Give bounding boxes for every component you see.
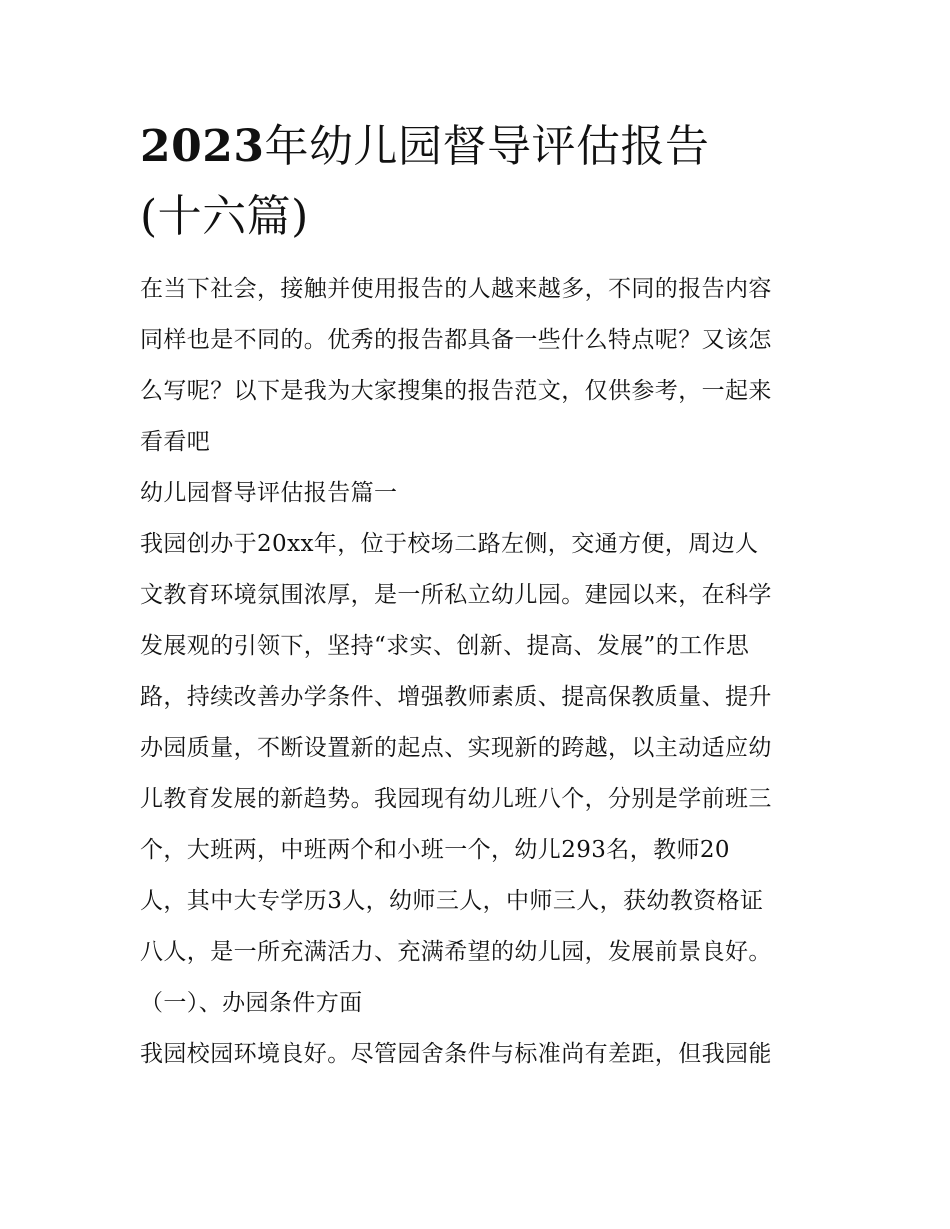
body-line: 人，其中大专学历3人，幼师三人，中师三人，获幼教资格证 <box>140 888 764 914</box>
body-line: 办园质量，不断设置新的起点、实现新的跨越，以主动适应幼 <box>140 735 772 761</box>
body-line: 儿教育发展的新趋势。我园现有幼儿班八个，分别是学前班三 <box>140 786 772 812</box>
body-line: 我园校园环境良好。尽管园舍条件与标准尚有差距，但我园能 <box>140 1041 772 1067</box>
body-line: 路，持续改善办学条件、增强教师素质、提高保教质量、提升 <box>140 684 772 710</box>
title-year: 2023 <box>140 121 265 172</box>
body-line: 么写呢？以下是我为大家搜集的报告范文，仅供参考，一起来 <box>140 378 772 404</box>
document-title <box>140 112 820 252</box>
body-line: 在当下社会，接触并使用报告的人越来越多，不同的报告内容 <box>140 276 772 302</box>
body-line: 我园创办于20xx年，位于校场二路左侧，交通方便，周边人 <box>140 531 759 557</box>
body-line: 个，大班两，中班两个和小班一个，幼儿293名，教师20 <box>140 837 730 863</box>
body-line: 文教育环境氛围浓厚，是一所私立幼儿园。建园以来，在科学 <box>140 582 772 608</box>
body-line: 看看吧 <box>140 429 211 455</box>
title-main: 年幼儿园督导评估报告 <box>264 121 710 172</box>
document-page <box>140 112 820 1080</box>
body-line: 同样也是不同的。优秀的报告都具备一些什么特点呢？又该怎 <box>140 327 772 353</box>
body-line: 发展观的引领下，坚持“求实、创新、提高、发展”的工作思 <box>140 633 750 659</box>
section-heading: 幼儿园督导评估报告篇一 <box>140 480 398 506</box>
document-body <box>140 264 820 1080</box>
title-subtitle: (十六篇) <box>140 191 309 242</box>
subsection-heading: （一）、办园条件方面 <box>140 990 363 1016</box>
body-line: 八人，是一所充满活力、充满希望的幼儿园，发展前景良好。 <box>140 939 772 965</box>
